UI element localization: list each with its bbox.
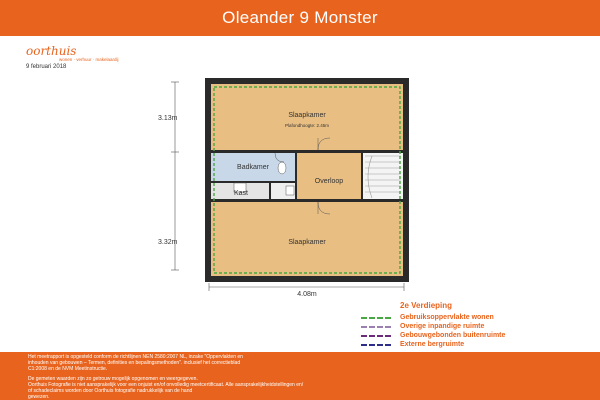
label-landing: Overloop <box>314 178 344 185</box>
header-bar <box>0 0 600 36</box>
plan-date: 9 februari 2018 <box>26 64 67 70</box>
footer-line: gewezen. <box>28 394 50 400</box>
legend-label: Overige inpandige ruimte <box>400 323 485 330</box>
legend-swatch <box>361 335 391 337</box>
room-landing <box>297 153 361 199</box>
footer-line: Het meetrapport is opgesteld conform de richtlijnen NEN 2580:2007 NL, inzake "Oppervlakten en <box>28 354 243 360</box>
dimension-width: 4.08m <box>297 291 317 298</box>
footer-line: Oorthuis Fotografie is niet aansprakelijk voor een onjuist en/of onvolledig meetcertificaat. Alle aansprakelijkheidstellingen en/ <box>28 382 304 388</box>
label-closet: Kast <box>233 190 249 197</box>
legend-swatch <box>361 317 391 319</box>
footer-line: of schadeclaims worden door Oorthuis fotografie nadrukkelijk van de hand <box>28 388 193 394</box>
footer-line: C1:2008 en de NVM Meetinstructie. <box>28 366 108 372</box>
boiler-fixture <box>286 186 294 195</box>
footer-line: inhouden van gebouwen – Termen, definities en bepalingsmethoden". inclusief het correctieblad <box>28 360 241 366</box>
legend-label: Gebouwgebonden buitenruimte <box>400 332 506 339</box>
legend-item <box>358 314 588 322</box>
dimension-bottom <box>209 283 404 291</box>
legend-item <box>358 341 588 349</box>
label-ceiling-height: Plafondhoogte: 2.45m <box>284 123 330 128</box>
legend-swatch <box>361 344 391 346</box>
page-title: Oleander 9 Monster <box>222 8 378 27</box>
dimension-top-height: 3.13m <box>158 115 178 122</box>
logo-wordmark: oorthuis <box>26 44 77 58</box>
company-logo <box>26 44 119 66</box>
logo-tagline: wonen · verhuur · makelaardij <box>59 57 119 62</box>
legend-item <box>358 332 588 340</box>
label-bedroom-top: Slaapkamer <box>288 112 326 119</box>
legend-item <box>358 323 588 331</box>
legend-label: Externe bergruimte <box>400 341 465 348</box>
label-bedroom-bottom: Slaapkamer <box>288 239 326 246</box>
toilet-fixture <box>278 162 286 174</box>
footer-disclaimer <box>0 352 600 400</box>
dimension-bottom-height: 3.32m <box>158 239 178 246</box>
legend-swatch <box>361 326 391 328</box>
label-bathroom: Badkamer <box>237 164 269 171</box>
floor-plan <box>150 70 450 300</box>
legend-label: Gebruiksoppervlakte wonen <box>400 314 494 321</box>
footer-line: De gemeten waarden zijn zo getrouw mogelijk opgenomen en weergegeven. <box>28 376 198 382</box>
legend-floor-heading: 2e Verdieping <box>400 301 453 310</box>
